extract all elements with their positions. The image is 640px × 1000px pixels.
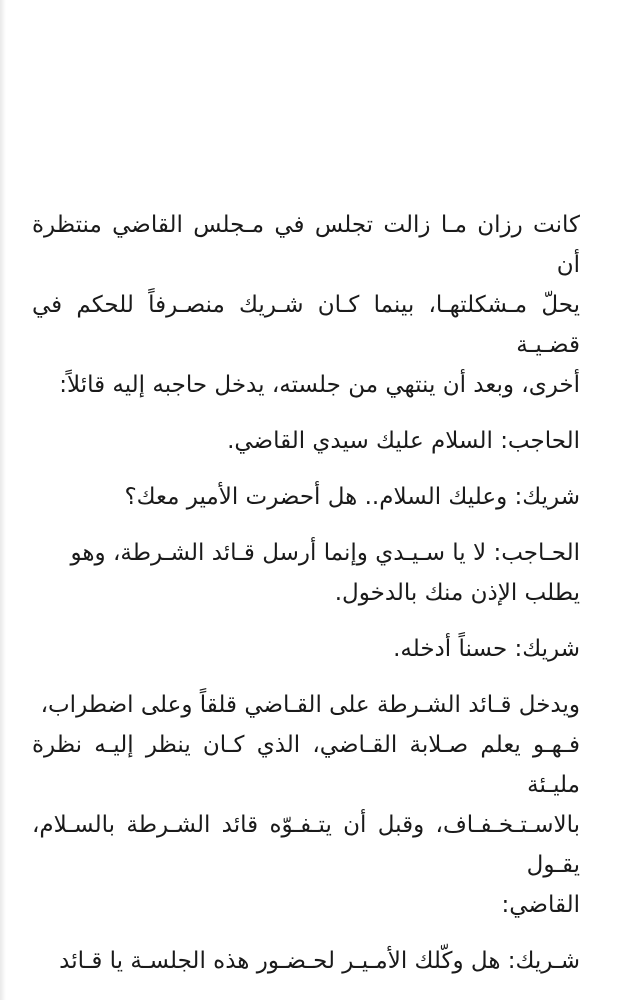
- dialogue-paragraph: [32, 477, 580, 517]
- text-line: فـهـو يعلم صـلابة القـاضي، الذي كـان ينظر إليـه نظرة مليـئة: [32, 732, 580, 798]
- text-line: أخرى، وبعد أن ينتهي من جلسته، يدخل حاجبه إليه قائلاً:: [59, 372, 580, 398]
- text-line: يطلب الإذن منك بالدخول.: [334, 580, 580, 606]
- story-text: [32, 205, 580, 997]
- text-line: الحاجب: السلام عليك سيدي القاضي.: [227, 428, 580, 454]
- text-line: ويدخل قـائد الشـرطة على القـاضي قلقاً وعلى اضطراب،: [40, 692, 580, 718]
- text-line: يحلّ مـشكلتهـا، بينما كـان شـريك منصـرفاً للحكم في قضـيـة: [32, 292, 580, 358]
- text-line: شـريك: هل وكّلك الأمـيـر لحـضـور هذه الجلسـة يا قـائد: [59, 948, 580, 974]
- text-line: شريك: وعليك السلام.. هل أحضرت الأمير معك؟: [124, 484, 580, 510]
- dialogue-paragraph: [32, 629, 580, 669]
- narration-paragraph: [32, 685, 580, 925]
- text-line: كانت رزان مـا زالت تجلس في مـجلس القاضي منتظرة أن: [32, 212, 580, 278]
- narration-paragraph: [32, 205, 580, 405]
- text-line: الحـاجب: لا يا سـيـدي وإنما أرسل قـائد الشـرطة، وهو: [70, 540, 580, 566]
- text-line: القاضي:: [501, 892, 580, 918]
- dialogue-paragraph: [32, 941, 580, 981]
- dialogue-paragraph: [32, 421, 580, 461]
- text-line: شريك: حسناً أدخله.: [393, 636, 580, 662]
- page-edge: [0, 0, 6, 1000]
- text-line: بالاسـتـخـفـاف، وقبل أن يتـفـوّه قائد الشـرطة بالسـلام، يقـول: [32, 812, 580, 878]
- dialogue-paragraph: [32, 533, 580, 613]
